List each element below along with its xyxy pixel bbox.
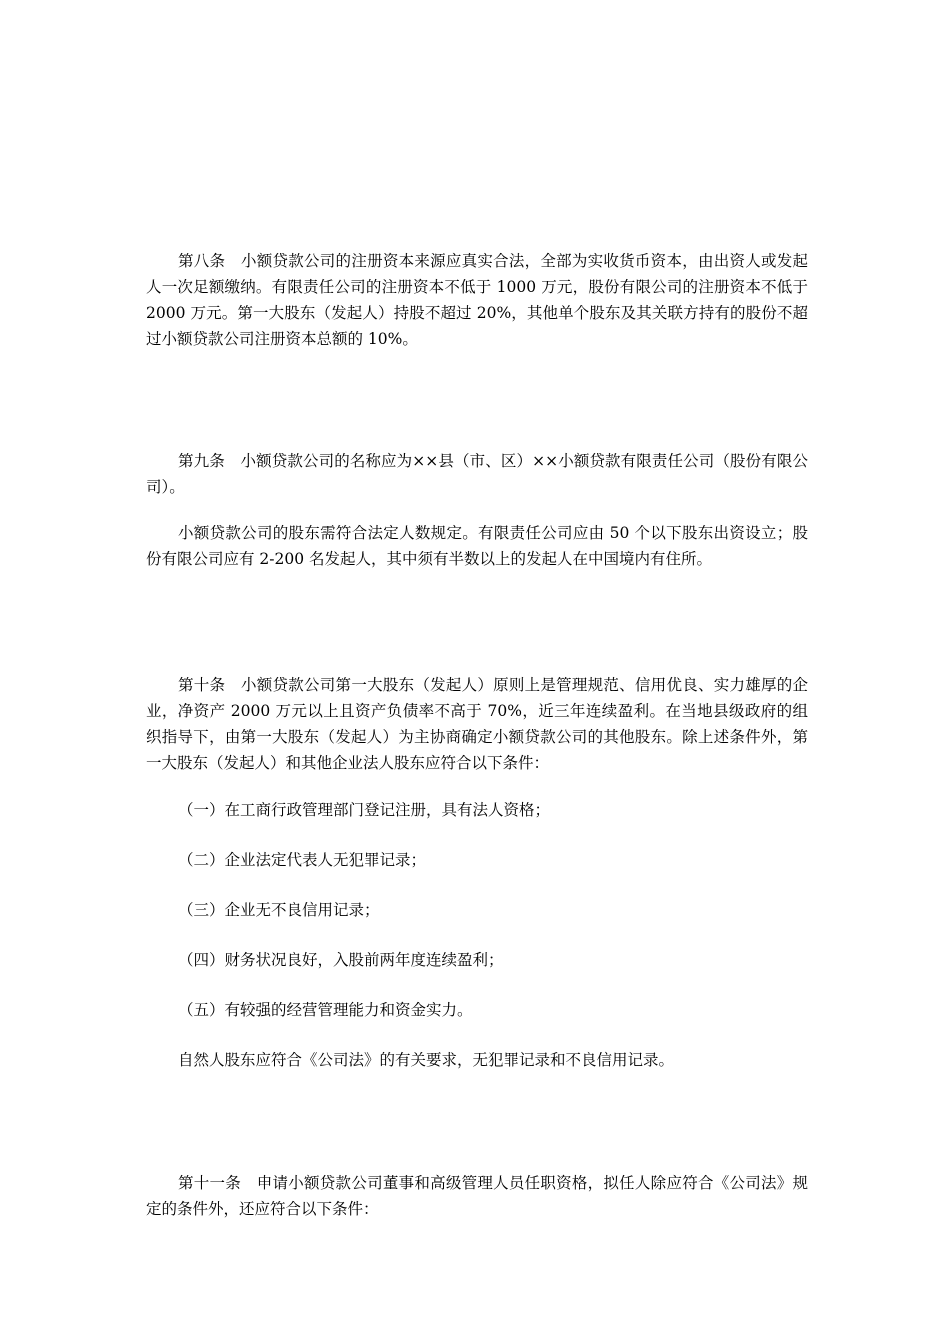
article-10-paragraph: 第十条 小额贷款公司第一大股东（发起人）原则上是管理规范、信用优良、实力雄厚的企业，净资产 2000 万元以上且资产负债率不高于 70%，近三年连续盈利。在当地县级政府的组织指导下，由第一大股东（发起人）为主协商确定小额贷款公司的其他股东。除上述条件外，第一大股东（发起人）和其他企业法人股东应符合以下条件：: [146, 676, 808, 772]
article-10-natural-person-paragraph: 自然人股东应符合《公司法》的有关要求，无犯罪记录和不良信用记录。: [178, 1051, 675, 1069]
article-11-paragraph: 第十一条 申请小额贷款公司董事和高级管理人员任职资格，拟任人除应符合《公司法》规定的条件外，还应符合以下条件：: [146, 1174, 808, 1218]
article-10-item-5: （五）有较强的经营管理能力和资金实力。: [178, 1001, 473, 1019]
article-10-item-4: （四）财务状况良好，入股前两年度连续盈利；: [178, 951, 504, 969]
article-9-paragraph: 第九条 小额贷款公司的名称应为××县（市、区）××小额贷款有限责任公司（股份有限公司）。: [146, 452, 808, 496]
article-10-item-3: （三）企业无不良信用记录；: [178, 901, 380, 919]
article-9-shareholder-paragraph: 小额贷款公司的股东需符合法定人数规定。有限责任公司应由 50 个以下股东出资设立；股份有限公司应有 2-200 名发起人，其中须有半数以上的发起人在中国境内有住所。: [146, 524, 808, 568]
article-8-paragraph: 第八条 小额贷款公司的注册资本来源应真实合法，全部为实收货币资本，由出资人或发起人一次足额缴纳。有限责任公司的注册资本不低于 1000 万元，股份有限公司的注册资本不低于 2000 万元。第一大股东（发起人）持股不超过 20%，其他单个股东及其关联方持有的股份不超过小额贷款公司注册资本总额的 10%。: [146, 252, 808, 348]
article-10-item-2: （二）企业法定代表人无犯罪记录；: [178, 851, 427, 869]
article-10-item-1: （一）在工商行政管理部门登记注册，具有法人资格；: [178, 801, 551, 819]
